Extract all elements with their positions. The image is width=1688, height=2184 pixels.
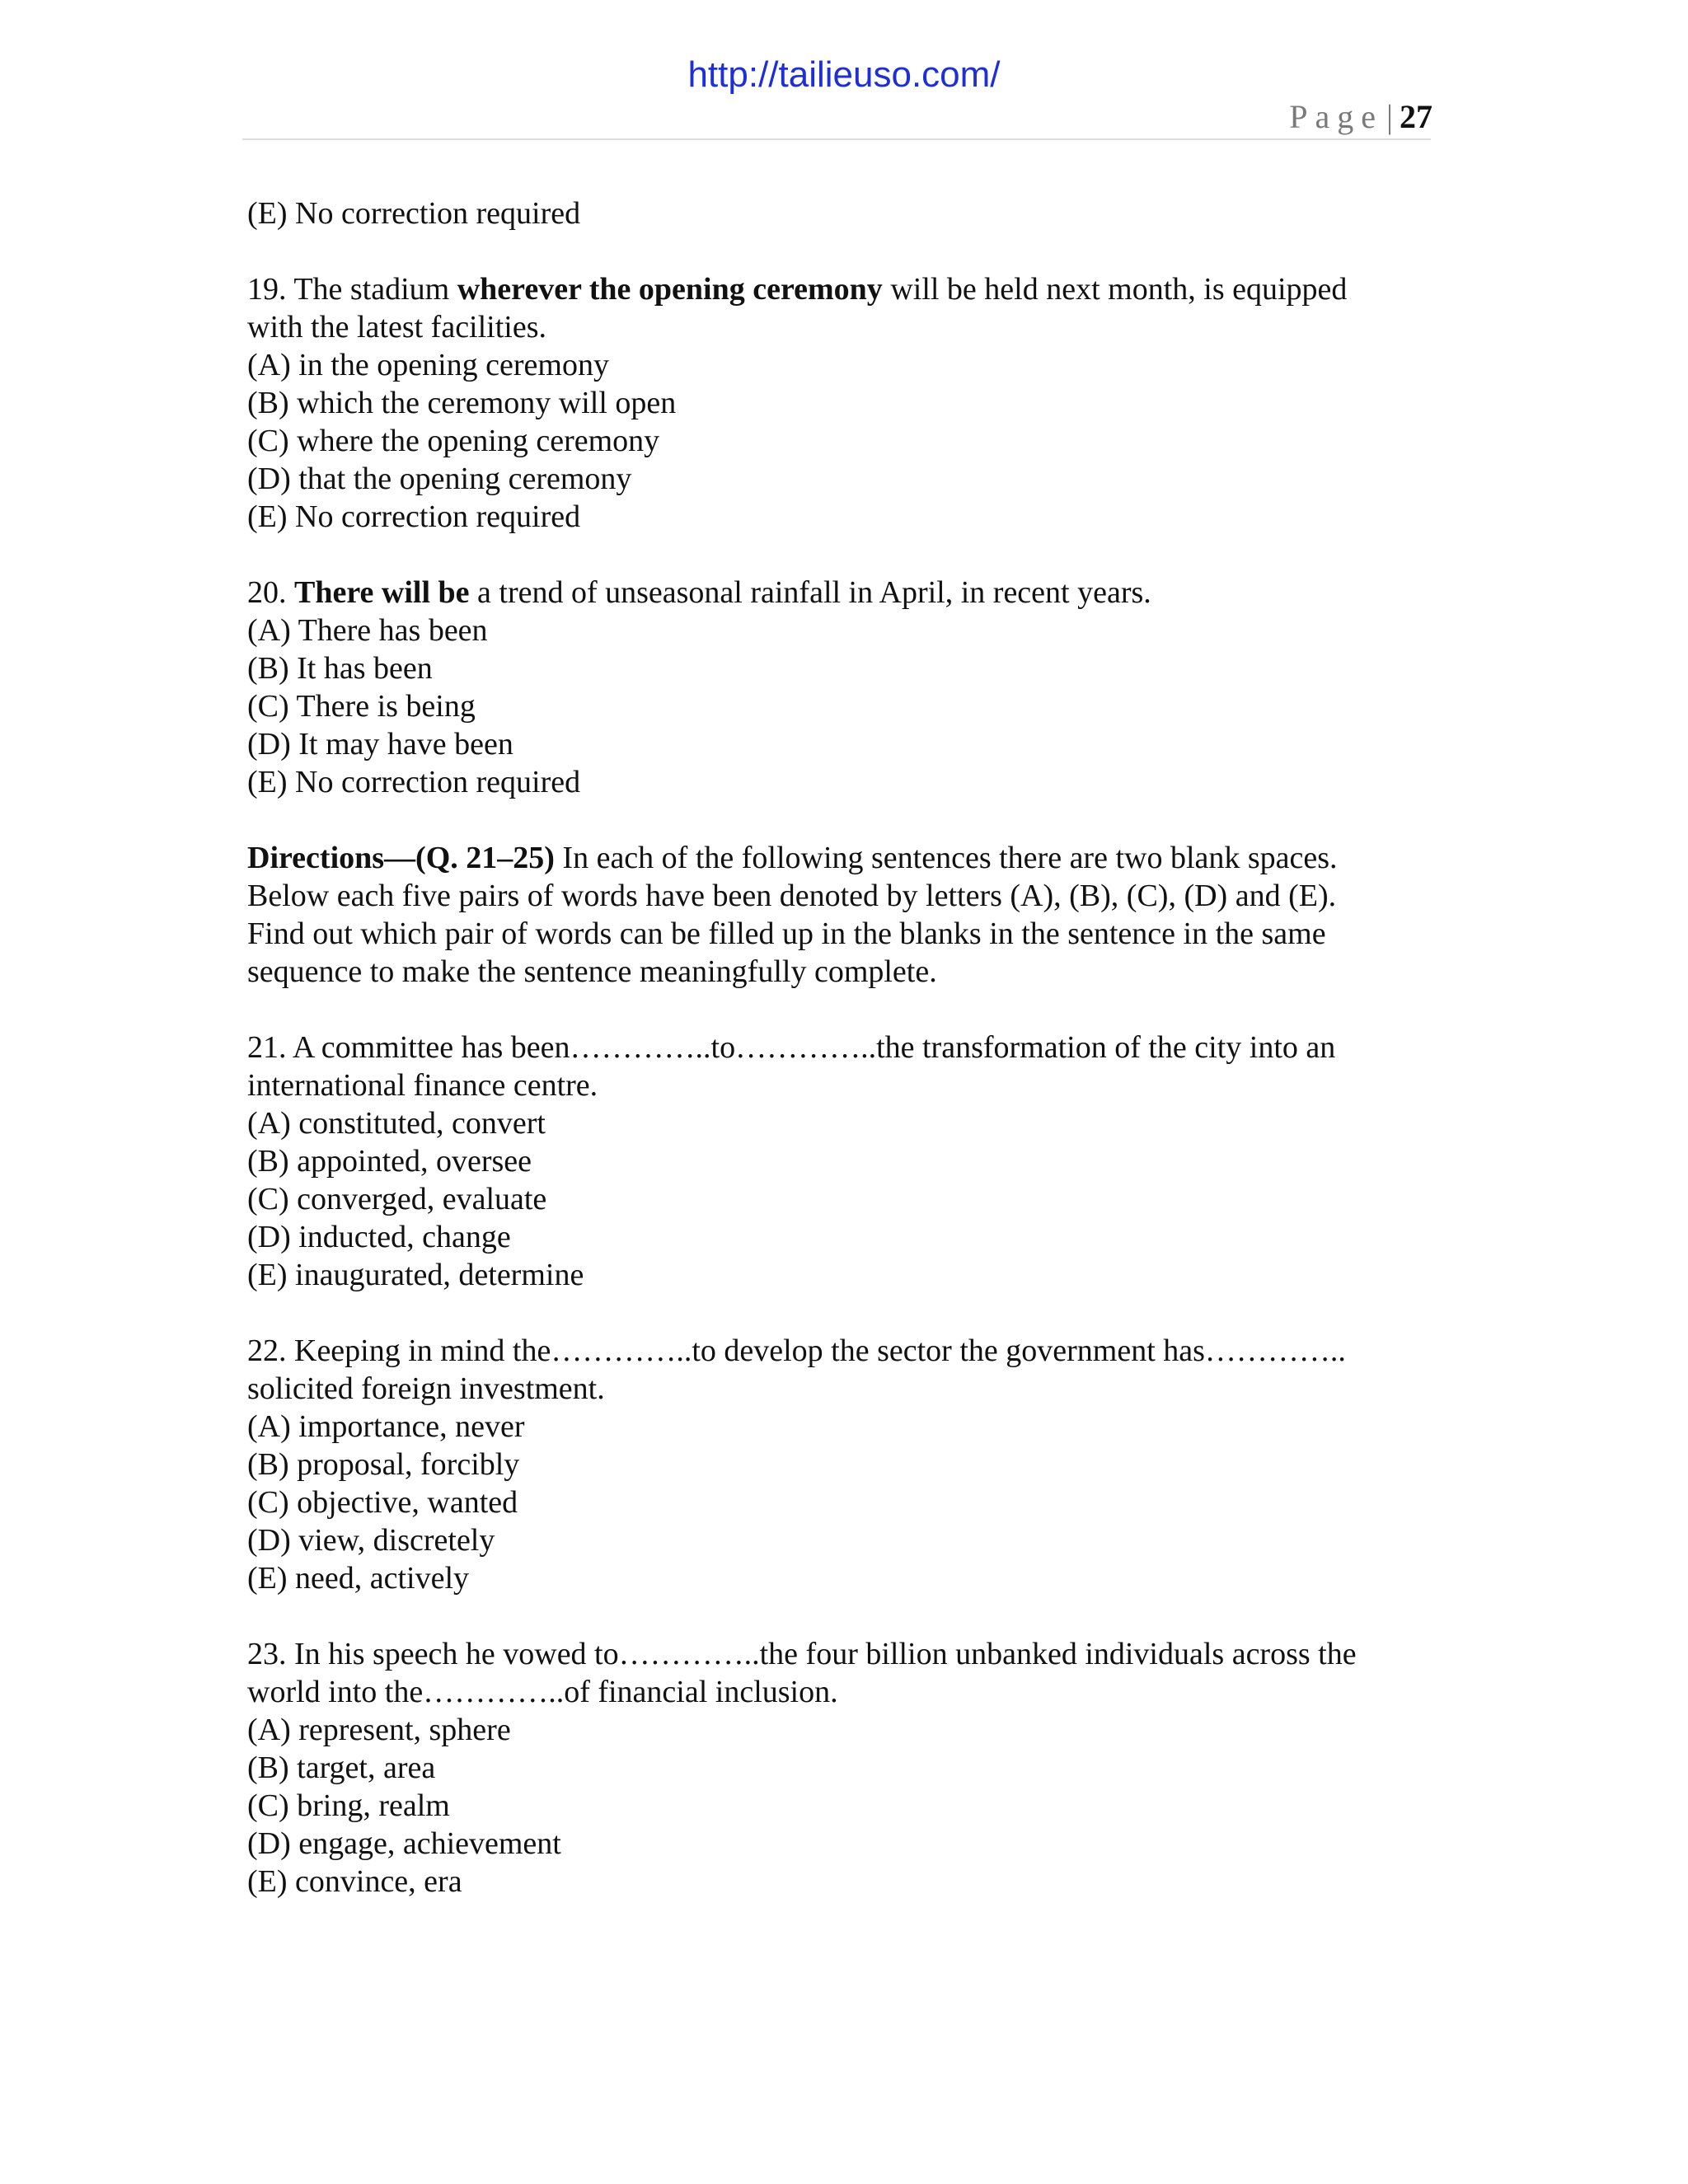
question-23-stem-line2: world into the…………..of financial inclusion. bbox=[247, 1675, 838, 1709]
question-23-stem: 23. In his speech he vowed to…………..the four billion unbanked individuals across the bbox=[247, 1637, 1357, 1671]
question-21-option-e: (E) inaugurated, determine bbox=[247, 1258, 584, 1292]
question-23-option-d: (D) engage, achievement bbox=[247, 1826, 561, 1861]
question-22-option-e: (E) need, actively bbox=[247, 1561, 470, 1596]
page-word: Page bbox=[1289, 98, 1383, 135]
question-19-stem-line2: with the latest facilities. bbox=[247, 310, 547, 344]
question-21 bbox=[247, 1029, 1434, 1294]
question-23-option-c: (C) bring, realm bbox=[247, 1788, 450, 1823]
question-21-option-d: (D) inducted, change bbox=[247, 1220, 511, 1254]
question-22-option-c: (C) objective, wanted bbox=[247, 1485, 518, 1520]
directions-heading: Directions—(Q. 21–25) bbox=[247, 841, 555, 875]
directions-line-2: Below each five pairs of words have been denoted by letters (A), (B), (C), (D) and (E). bbox=[247, 879, 1337, 913]
question-20-underlined-part: There will be bbox=[294, 575, 470, 610]
question-19 bbox=[247, 270, 1434, 536]
question-20-stem bbox=[247, 574, 1434, 612]
question-23 bbox=[247, 1635, 1434, 1900]
directions-line-1 bbox=[247, 839, 1434, 877]
question-23-option-b: (B) target, area bbox=[247, 1750, 436, 1785]
question-19-option-c: (C) where the opening ceremony bbox=[247, 424, 660, 458]
document-body bbox=[247, 194, 1434, 1900]
question-21-option-c: (C) converged, evaluate bbox=[247, 1182, 547, 1216]
question-20-stem-start: 20. bbox=[247, 575, 294, 610]
question-21-option-b: (B) appointed, oversee bbox=[247, 1144, 532, 1179]
page-separator: | bbox=[1386, 98, 1393, 135]
previous-question-option-e: (E) No correction required bbox=[247, 196, 581, 231]
directions-block bbox=[247, 839, 1434, 991]
question-19-option-b: (B) which the ceremony will open bbox=[247, 386, 677, 420]
directions-line-4: sequence to make the sentence meaningfully complete. bbox=[247, 954, 937, 989]
question-21-stem: 21. A committee has been…………..to…………..the transformation of the city into an bbox=[247, 1030, 1336, 1065]
page-number: 27 bbox=[1400, 98, 1432, 135]
question-21-stem-line2: international finance centre. bbox=[247, 1068, 598, 1103]
page-number-label bbox=[1289, 97, 1432, 136]
question-22-stem: 22. Keeping in mind the…………..to develop the sector the government has………….. bbox=[247, 1333, 1346, 1368]
question-20-option-d: (D) It may have been bbox=[247, 727, 513, 762]
question-23-option-a: (A) represent, sphere bbox=[247, 1713, 511, 1747]
question-19-stem-start: 19. The stadium bbox=[247, 272, 457, 307]
question-22 bbox=[247, 1332, 1434, 1597]
question-19-option-d: (D) that the opening ceremony bbox=[247, 462, 632, 496]
question-19-option-e: (E) No correction required bbox=[247, 499, 581, 534]
question-20-stem-end: a trend of unseasonal rainfall in April, in recent years. bbox=[469, 575, 1151, 610]
question-21-option-a: (A) constituted, convert bbox=[247, 1106, 546, 1141]
question-19-stem bbox=[247, 270, 1434, 308]
question-20-option-e: (E) No correction required bbox=[247, 765, 581, 799]
question-20 bbox=[247, 574, 1434, 801]
question-22-option-b: (B) proposal, forcibly bbox=[247, 1447, 520, 1482]
question-22-stem-line2: solicited foreign investment. bbox=[247, 1371, 605, 1406]
directions-line-3: Find out which pair of words can be filled up in the blanks in the sentence in the same bbox=[247, 916, 1326, 951]
question-19-option-a: (A) in the opening ceremony bbox=[247, 348, 609, 382]
question-22-option-d: (D) view, discretely bbox=[247, 1523, 495, 1558]
directions-line-1-text: In each of the following sentences there are two blank spaces. bbox=[554, 841, 1338, 875]
question-19-underlined-part: wherever the opening ceremony bbox=[457, 272, 883, 307]
question-23-option-e: (E) convince, era bbox=[247, 1864, 462, 1899]
question-19-stem-end: will be held next month, is equipped bbox=[882, 272, 1348, 307]
header-divider bbox=[242, 138, 1431, 140]
question-22-option-a: (A) importance, never bbox=[247, 1409, 525, 1444]
site-url-link[interactable]: http://tailieuso.com/ bbox=[687, 54, 1001, 95]
question-20-option-a: (A) There has been bbox=[247, 613, 488, 648]
question-20-option-b: (B) It has been bbox=[247, 651, 433, 686]
question-20-option-c: (C) There is being bbox=[247, 689, 476, 724]
